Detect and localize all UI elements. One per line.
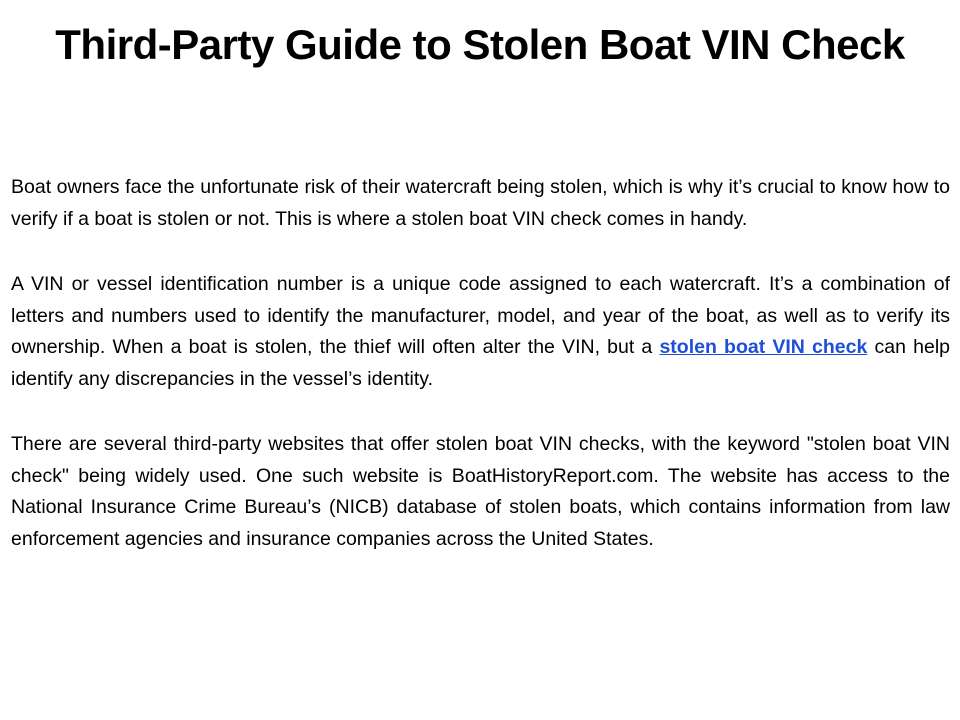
page-title: Third-Party Guide to Stolen Boat VIN Check bbox=[55, 21, 905, 68]
paragraph-text-before-link: A VIN or vessel identification number is a unique code assigned to each watercraft. It’s a combination of letters and numbers used to identify the manufacturer, model, and year of the boat, as well as to verify its ownership. When a boat is stolen, the thief will often alter the VIN, but a bbox=[11, 273, 950, 358]
paragraph-intro: Boat owners face the unfortunate risk of their watercraft being stolen, which is why it’s crucial to know how to verify if a boat is stolen or not. This is where a stolen boat VIN check comes in handy. bbox=[11, 176, 950, 230]
stolen-boat-vin-check-link[interactable]: stolen boat VIN check bbox=[659, 336, 868, 358]
paragraph-third-party-websites: There are several third-party websites that offer stolen boat VIN checks, with the keyword "stolen boat VIN check" being widely used. One such website is BoatHistoryReport.com. The website has access to the National Insurance Crime Bureau’s (NICB) database of stolen boats, which contains information from law enforcement agencies and insurance companies across the United States. bbox=[11, 433, 950, 550]
paragraph-text-after-link: can help identify any discrepancies in the vessel’s identity. bbox=[11, 336, 951, 390]
article-body bbox=[11, 172, 950, 589]
paragraph-vin-definition bbox=[11, 269, 950, 395]
